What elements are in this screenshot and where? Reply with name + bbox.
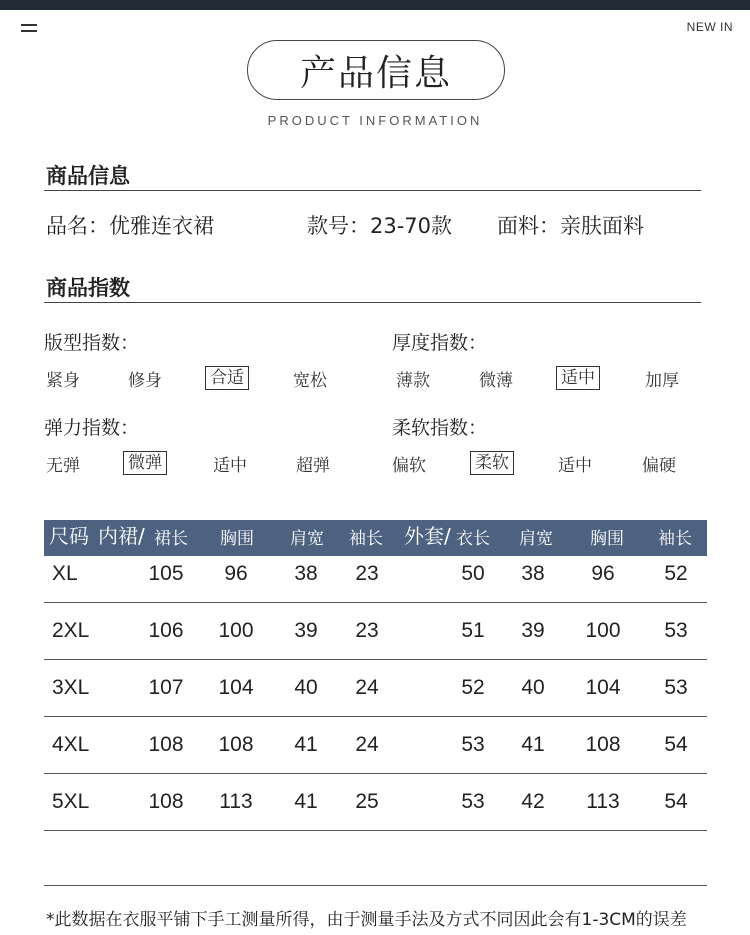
index-option-selected: 适中 (556, 366, 600, 390)
table-row (44, 773, 707, 831)
index-label: 柔软指数： (392, 417, 488, 439)
size-label: 2XL (52, 619, 90, 642)
size-label: 3XL (52, 676, 90, 699)
table-cell: 53 (461, 733, 485, 756)
header-sleeve: 袖长 (349, 529, 383, 549)
index-label: 厚度指数： (392, 332, 488, 354)
header-bust: 胸围 (220, 529, 254, 549)
table-row (44, 602, 707, 660)
page-subtitle: PRODUCT INFORMATION (267, 113, 483, 128)
table-cell: 23 (355, 619, 379, 642)
table-cell: 42 (521, 790, 545, 813)
index-option: 修身 (128, 371, 162, 391)
table-cell: 106 (148, 619, 184, 642)
fabric: 面料：亲肤面料 (497, 214, 644, 238)
index-label: 弹力指数： (44, 417, 140, 439)
footnote: *此数据在衣服平铺下手工测量所得，由于测量手法及方式不同因此会有1-3CM的误差 (46, 910, 687, 930)
page-title: 产品信息 (247, 40, 505, 100)
index-option: 超弹 (296, 456, 330, 476)
size-label: 5XL (52, 790, 90, 813)
header-coat-length: 衣长 (456, 529, 490, 549)
table-cell: 105 (148, 562, 184, 585)
table-cell: 113 (586, 790, 620, 813)
header-size: 尺码 (49, 524, 89, 548)
size-label: 4XL (52, 733, 90, 756)
table-cell: 25 (355, 790, 379, 813)
divider (44, 302, 701, 303)
index-option: 紧身 (46, 371, 80, 391)
header-dress-group: 内裙/ (98, 524, 145, 548)
index-option: 薄款 (396, 371, 430, 391)
table-cell: 52 (461, 676, 485, 699)
table-cell: 23 (355, 562, 379, 585)
table-cell: 107 (148, 676, 184, 699)
table-cell: 54 (664, 790, 688, 813)
table-cell: 96 (224, 562, 248, 585)
header-coat-group: 外套/ (404, 524, 451, 548)
index-option: 微薄 (479, 371, 513, 391)
table-cell: 96 (591, 562, 615, 585)
table-cell: 108 (148, 733, 184, 756)
table-cell: 52 (664, 562, 688, 585)
product-info-heading: 商品信息 (46, 164, 130, 188)
menu-icon[interactable] (21, 24, 37, 34)
index-option: 宽松 (293, 371, 327, 391)
header-dress-length: 裙长 (154, 529, 188, 549)
index-option-selected: 微弹 (123, 451, 167, 475)
index-option: 无弹 (46, 456, 80, 476)
index-option: 偏软 (392, 456, 426, 476)
table-cell: 54 (664, 733, 688, 756)
table-cell: 41 (521, 733, 545, 756)
table-cell: 108 (148, 790, 184, 813)
table-cell: 39 (294, 619, 318, 642)
table-cell: 53 (664, 676, 688, 699)
table-row (44, 716, 707, 774)
index-option: 加厚 (645, 371, 679, 391)
table-cell: 108 (218, 733, 254, 756)
table-cell: 41 (294, 790, 318, 813)
index-option: 偏硬 (642, 456, 676, 476)
table-cell: 38 (294, 562, 318, 585)
header-coat-sleeve: 袖长 (658, 529, 692, 549)
table-cell: 50 (461, 562, 485, 585)
table-row (44, 545, 707, 603)
new-in-badge[interactable]: NEW IN (686, 20, 733, 34)
table-cell: 53 (664, 619, 688, 642)
table-cell: 24 (355, 733, 379, 756)
header-coat-bust: 胸围 (590, 529, 624, 549)
index-option-selected: 合适 (205, 366, 249, 390)
table-row (44, 659, 707, 717)
table-cell: 104 (218, 676, 254, 699)
table-cell: 39 (521, 619, 545, 642)
table-cell: 108 (585, 733, 621, 756)
style-number: 款号：23-70款 (307, 214, 453, 238)
top-bar (0, 0, 750, 10)
table-cell: 24 (355, 676, 379, 699)
index-option: 适中 (558, 456, 592, 476)
indices-heading: 商品指数 (46, 276, 130, 300)
table-cell: 53 (461, 790, 485, 813)
index-option-selected: 柔软 (470, 451, 514, 475)
table-cell: 100 (218, 619, 254, 642)
table-cell: 40 (521, 676, 545, 699)
table-cell: 104 (585, 676, 621, 699)
table-cell: 40 (294, 676, 318, 699)
table-cell: 100 (585, 619, 621, 642)
header-shoulder: 肩宽 (290, 529, 324, 549)
table-cell: 113 (219, 790, 253, 813)
divider (44, 885, 707, 886)
divider (44, 190, 701, 191)
table-cell: 51 (461, 619, 485, 642)
table-cell: 38 (521, 562, 545, 585)
product-name: 品名：优雅连衣裙 (46, 214, 214, 238)
header-coat-shoulder: 肩宽 (519, 529, 553, 549)
index-label: 版型指数： (44, 332, 140, 354)
size-label: XL (52, 562, 78, 585)
index-option: 适中 (213, 456, 247, 476)
table-cell: 41 (294, 733, 318, 756)
